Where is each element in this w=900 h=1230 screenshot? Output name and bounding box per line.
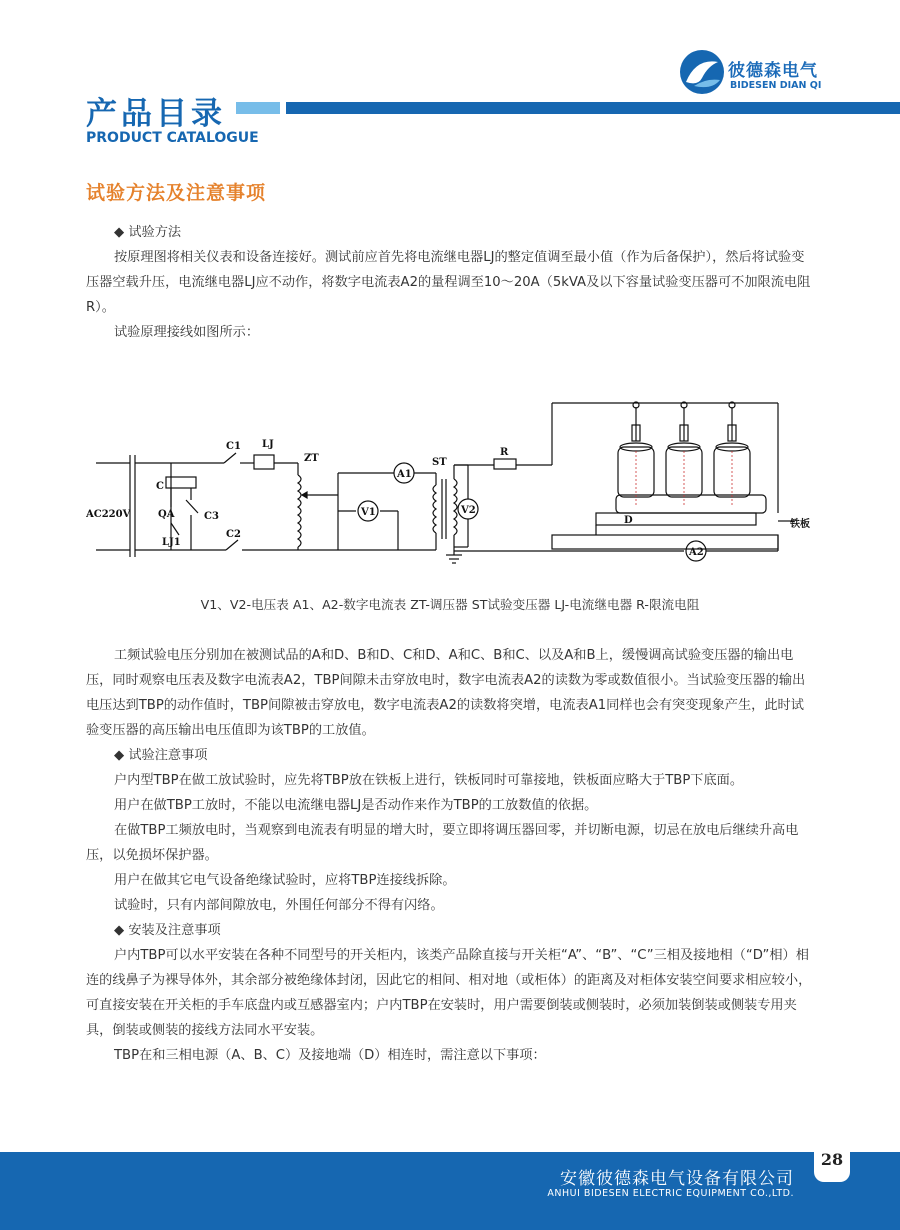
circuit-diagram: [86, 395, 816, 575]
paragraph: 工频试验电压分别加在被测试品的A和D、B和D、C和D、A和C、B和C、以及A和B上，缓慢调高试验变压器的输出电压，同时观察电压表及数字电流表A2，TBP间隙未击穿放电时，数字电流表A2的读数为零或数值很小。当试验变压器的输出电压达到TBP的动作值时，TBP间隙被击穿放电，数字电流表A2的读数将突增，电流表A1同样也会有突变现象产生，此时试验变压器的高压输出电压值即为该TBP的工放值。: [86, 648, 806, 738]
paragraph: 用户在做其它电气设备绝缘试验时，应将TBP连接线拆除。: [114, 873, 456, 888]
diagram-label-plate: 铁板: [790, 519, 810, 530]
heading-test-notes: ◆ 试验注意事项: [114, 748, 208, 763]
section-title: 试验方法及注意事项: [86, 182, 267, 204]
paragraph: 试验时，只有内部间隙放电，外围任何部分不得有闪络。: [114, 898, 444, 913]
footer-bar: [0, 1152, 900, 1230]
diagram-label-d: D: [624, 515, 633, 526]
brand-name: 彼德森电气: [728, 61, 818, 81]
header-bar-dark: [286, 102, 900, 114]
footer-company-name: 安徽彼德森电气设备有限公司: [560, 1169, 794, 1189]
footer-company-name-en: ANHUI BIDESEN ELECTRIC EQUIPMENT CO.,LTD.: [547, 1188, 794, 1199]
diagram-label-v1: V1: [361, 507, 376, 518]
page-number: 28: [820, 1150, 844, 1169]
diagram-label-lj: LJ: [262, 439, 274, 450]
diagram-label-a1: A1: [397, 469, 412, 480]
diagram-label-a2: A2: [689, 547, 704, 558]
diagram-label-c2: C2: [226, 529, 241, 540]
text-block-methods: [86, 220, 816, 345]
diagram-label-lj1: LJ1: [162, 537, 181, 548]
paragraph: 在做TBP工频放电时，当观察到电流表有明显的增大时，要立即将调压器回零，并切断电源，切忌在放电后继续升高电压，以免损坏保护器。: [86, 823, 799, 863]
diagram-label-c3: C3: [204, 511, 219, 522]
paragraph: 户内TBP可以水平安装在各种不同型号的开关柜内，该类产品除直接与开关柜“A”、“B”、“C”三相及接地相（“D”相）相连的线鼻子为裸导体外，其余部分被绝缘体封闭，因此它的相间、相对地（或柜体）的距离及对柜体安装空间要求相应较小，可直接安装在开关柜的手车底盘内或互感器室内；户内TBP在安装时，用户需要倒装或侧装时，必须加装倒装或侧装专用夹具，倒装或侧装的接线方法同水平安装。: [86, 948, 812, 1038]
heading-test-method: ◆ 试验方法: [114, 225, 182, 240]
paragraph: 户内型TBP在做工放试验时，应先将TBP放在铁板上进行，铁板同时可靠接地，铁板面应略大于TBP下底面。: [114, 773, 744, 788]
diagram-caption: V1、V2-电压表 A1、A2-数字电流表 ZT-调压器 ST试验变压器 LJ-电流继电器 R-限流电阻: [200, 597, 700, 612]
paragraph: 用户在做TBP工放时，不能以电流继电器LJ是否动作来作为TBP的工放数值的依据。: [114, 798, 598, 813]
paragraph: TBP在和三相电源（A、B、C）及接地端（D）相连时，需注意以下事项：: [114, 1048, 546, 1063]
diagram-label-ac: AC220V: [86, 509, 131, 520]
paragraph: 试验原理接线如图所示：: [114, 325, 260, 340]
diagram-label-c: C: [156, 481, 164, 492]
diagram-label-c1: C1: [226, 441, 241, 452]
diagram-label-st: ST: [432, 457, 447, 468]
diagram-label-v2: V2: [461, 505, 476, 516]
diagram-label-qa: QA: [158, 509, 175, 520]
brand-name-en: BIDESEN DIAN QI: [730, 80, 822, 91]
page-title-en: PRODUCT CATALOGUE: [86, 130, 259, 146]
heading-install-notes: ◆ 安装及注意事项: [114, 923, 221, 938]
header-bar-light: [236, 102, 280, 114]
text-block-notes: [86, 643, 816, 1068]
paragraph: 按原理图将相关仪表和设备连接好。测试前应首先将电流继电器LJ的整定值调至最小值（作为后备保护），然后将试验变压器空载升压，电流继电器LJ应不动作，将数字电流表A2的量程调至10～20A（5kVA及以下容量试验变压器可不加限流电阻R）。: [86, 250, 811, 315]
diagram-label-r: R: [500, 447, 509, 458]
company-logo-icon: [678, 48, 726, 96]
diagram-label-zt: ZT: [304, 453, 319, 464]
page-title: 产品目录: [86, 96, 226, 132]
